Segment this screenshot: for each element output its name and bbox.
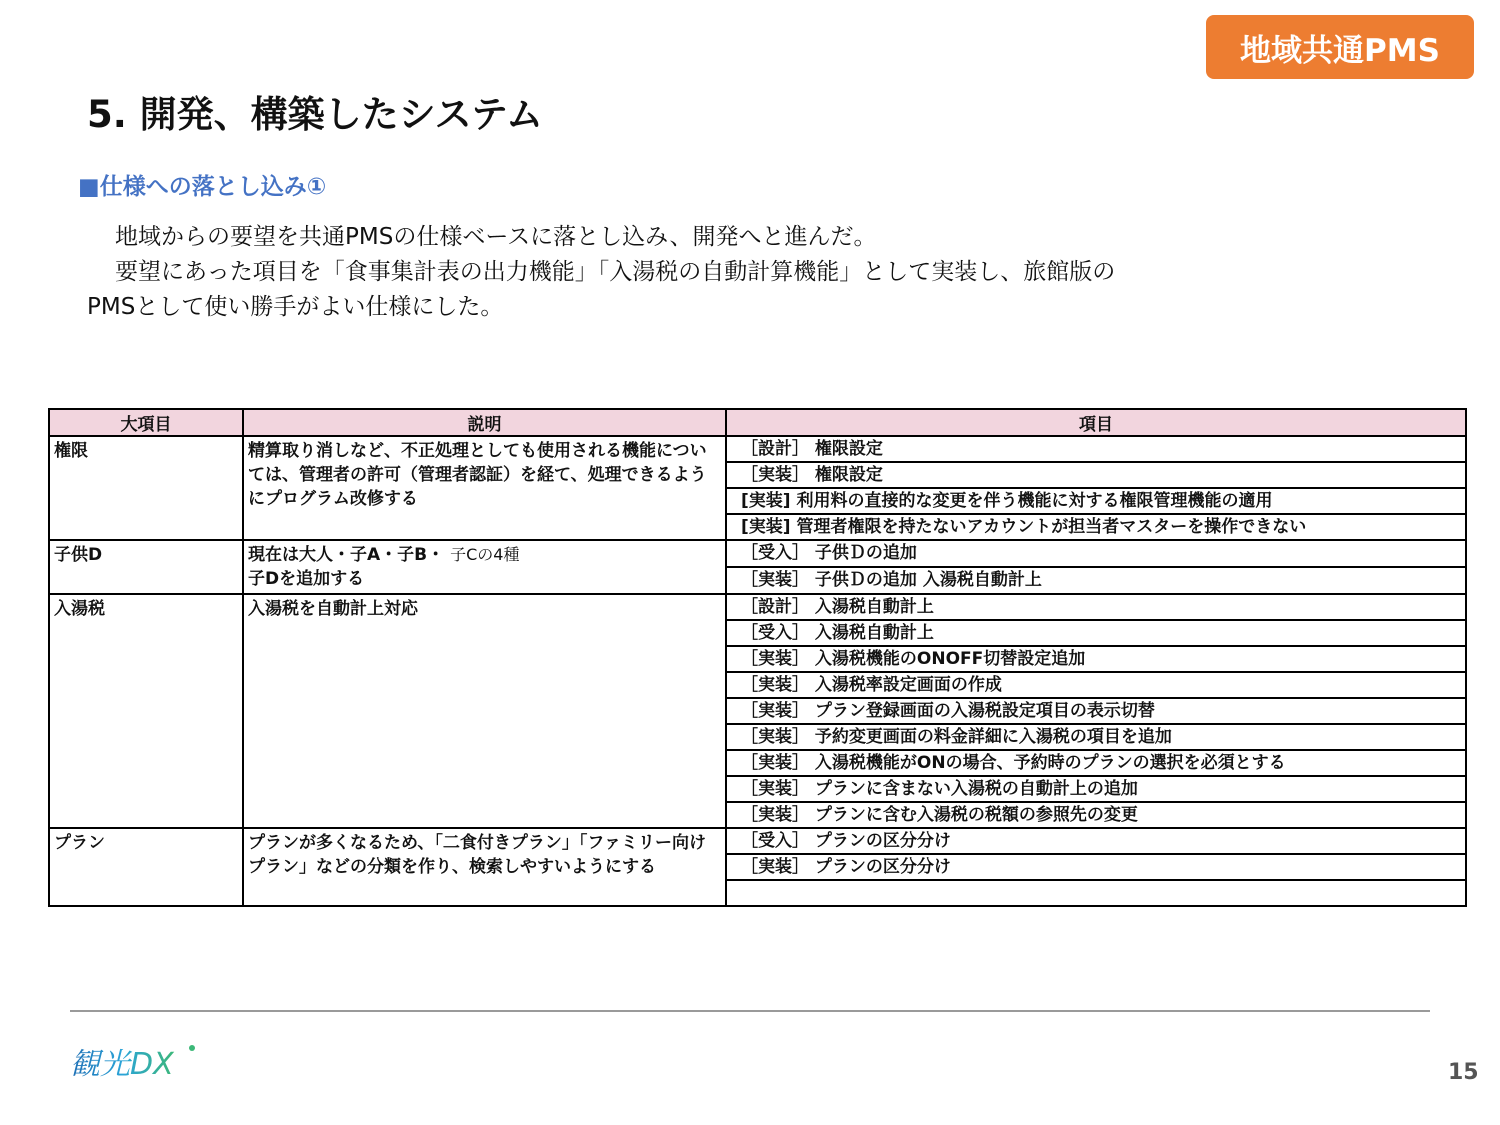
description-cell: 精算取り消しなど、不正処理としても使用される機能については、管理者の許可（管理者認証）を経て、処理できるようにプログラム改修する — [243, 436, 726, 540]
description-cell — [243, 540, 726, 594]
body-line: 地域からの要望を共通PMSの仕様ベースに落とし込み、開発へと進んだ。 — [115, 224, 877, 250]
body-line: 要望にあった項目を「食事集計表の出力機能」「入湯税の自動計算機能」として実装し、旅館版の — [115, 259, 1116, 285]
spec-table — [48, 408, 1467, 907]
item-cell: ［受入］ プランの区分分け — [726, 828, 1466, 854]
table-row — [49, 594, 1466, 620]
item-cell: ［設計］ 権限設定 — [726, 436, 1466, 462]
section-subheading: ■仕様への落とし込み① — [78, 174, 327, 200]
item-cell: ［受入］ 子供Ｄの追加 — [726, 540, 1466, 567]
item-cell: ［実装］ プランに含まない入湯税の自動計上の追加 — [726, 776, 1466, 802]
kanko-dx-logo — [70, 1040, 200, 1088]
item-cell: [実装] 利用料の直接的な変更を伴う機能に対する権限管理機能の適用 — [726, 488, 1466, 514]
item-cell-empty — [726, 880, 1466, 906]
category-cell: 子供D — [49, 540, 243, 594]
description-text: 子Dを追加する — [248, 569, 365, 589]
table-row — [49, 540, 1466, 567]
category-cell: プラン — [49, 828, 243, 906]
item-cell: ［受入］ 入湯税自動計上 — [726, 620, 1466, 646]
table-row — [49, 828, 1466, 854]
body-paragraph — [87, 220, 1417, 325]
description-note: 子Cの4種 — [450, 545, 520, 564]
item-cell: ［実装］ 入湯税機能がONの場合、予約時のプランの選択を必須とする — [726, 750, 1466, 776]
item-cell: ［実装］ 入湯税率設定画面の作成 — [726, 672, 1466, 698]
category-cell: 入湯税 — [49, 594, 243, 828]
logo-text: 観光DX — [70, 1047, 174, 1082]
item-cell: [実装] 管理者権限を持たないアカウントが担当者マスターを操作できない — [726, 514, 1466, 540]
description-cell: プランが多くなるため、「二食付きプラン」「ファミリー向けプラン」などの分類を作り、検索しやすいようにする — [243, 828, 726, 906]
footer-divider — [70, 1010, 1430, 1012]
item-cell: ［実装］ 入湯税機能のONOFF切替設定追加 — [726, 646, 1466, 672]
header-category: 大項目 — [49, 409, 243, 436]
category-cell: 権限 — [49, 436, 243, 540]
pms-badge: 地域共通PMS — [1206, 15, 1474, 79]
description-text: 現在は大人・子A・子B・ — [248, 545, 445, 565]
body-line: PMSとして使い勝手がよい仕様にした。 — [87, 294, 504, 320]
logo-mark — [70, 1040, 200, 1084]
item-cell: ［実装］ 予約変更画面の料金詳細に入湯税の項目を追加 — [726, 724, 1466, 750]
header-items: 項目 — [726, 409, 1466, 436]
item-cell: ［実装］ 子供Ｄの追加 入湯税自動計上 — [726, 567, 1466, 594]
item-cell: ［実装］ プランに含む入湯税の税額の参照先の変更 — [726, 802, 1466, 828]
table-header-row — [49, 409, 1466, 436]
page-title: 5. 開発、構築したシステム — [87, 93, 543, 136]
item-cell: ［実装］ プラン登録画面の入湯税設定項目の表示切替 — [726, 698, 1466, 724]
item-cell: ［設計］ 入湯税自動計上 — [726, 594, 1466, 620]
item-cell: ［実装］ プランの区分分け — [726, 854, 1466, 880]
page-number: 15 — [1448, 1060, 1479, 1085]
table-row — [49, 436, 1466, 462]
description-cell: 入湯税を自動計上対応 — [243, 594, 726, 828]
header-description: 説明 — [243, 409, 726, 436]
item-cell: ［実装］ 権限設定 — [726, 462, 1466, 488]
